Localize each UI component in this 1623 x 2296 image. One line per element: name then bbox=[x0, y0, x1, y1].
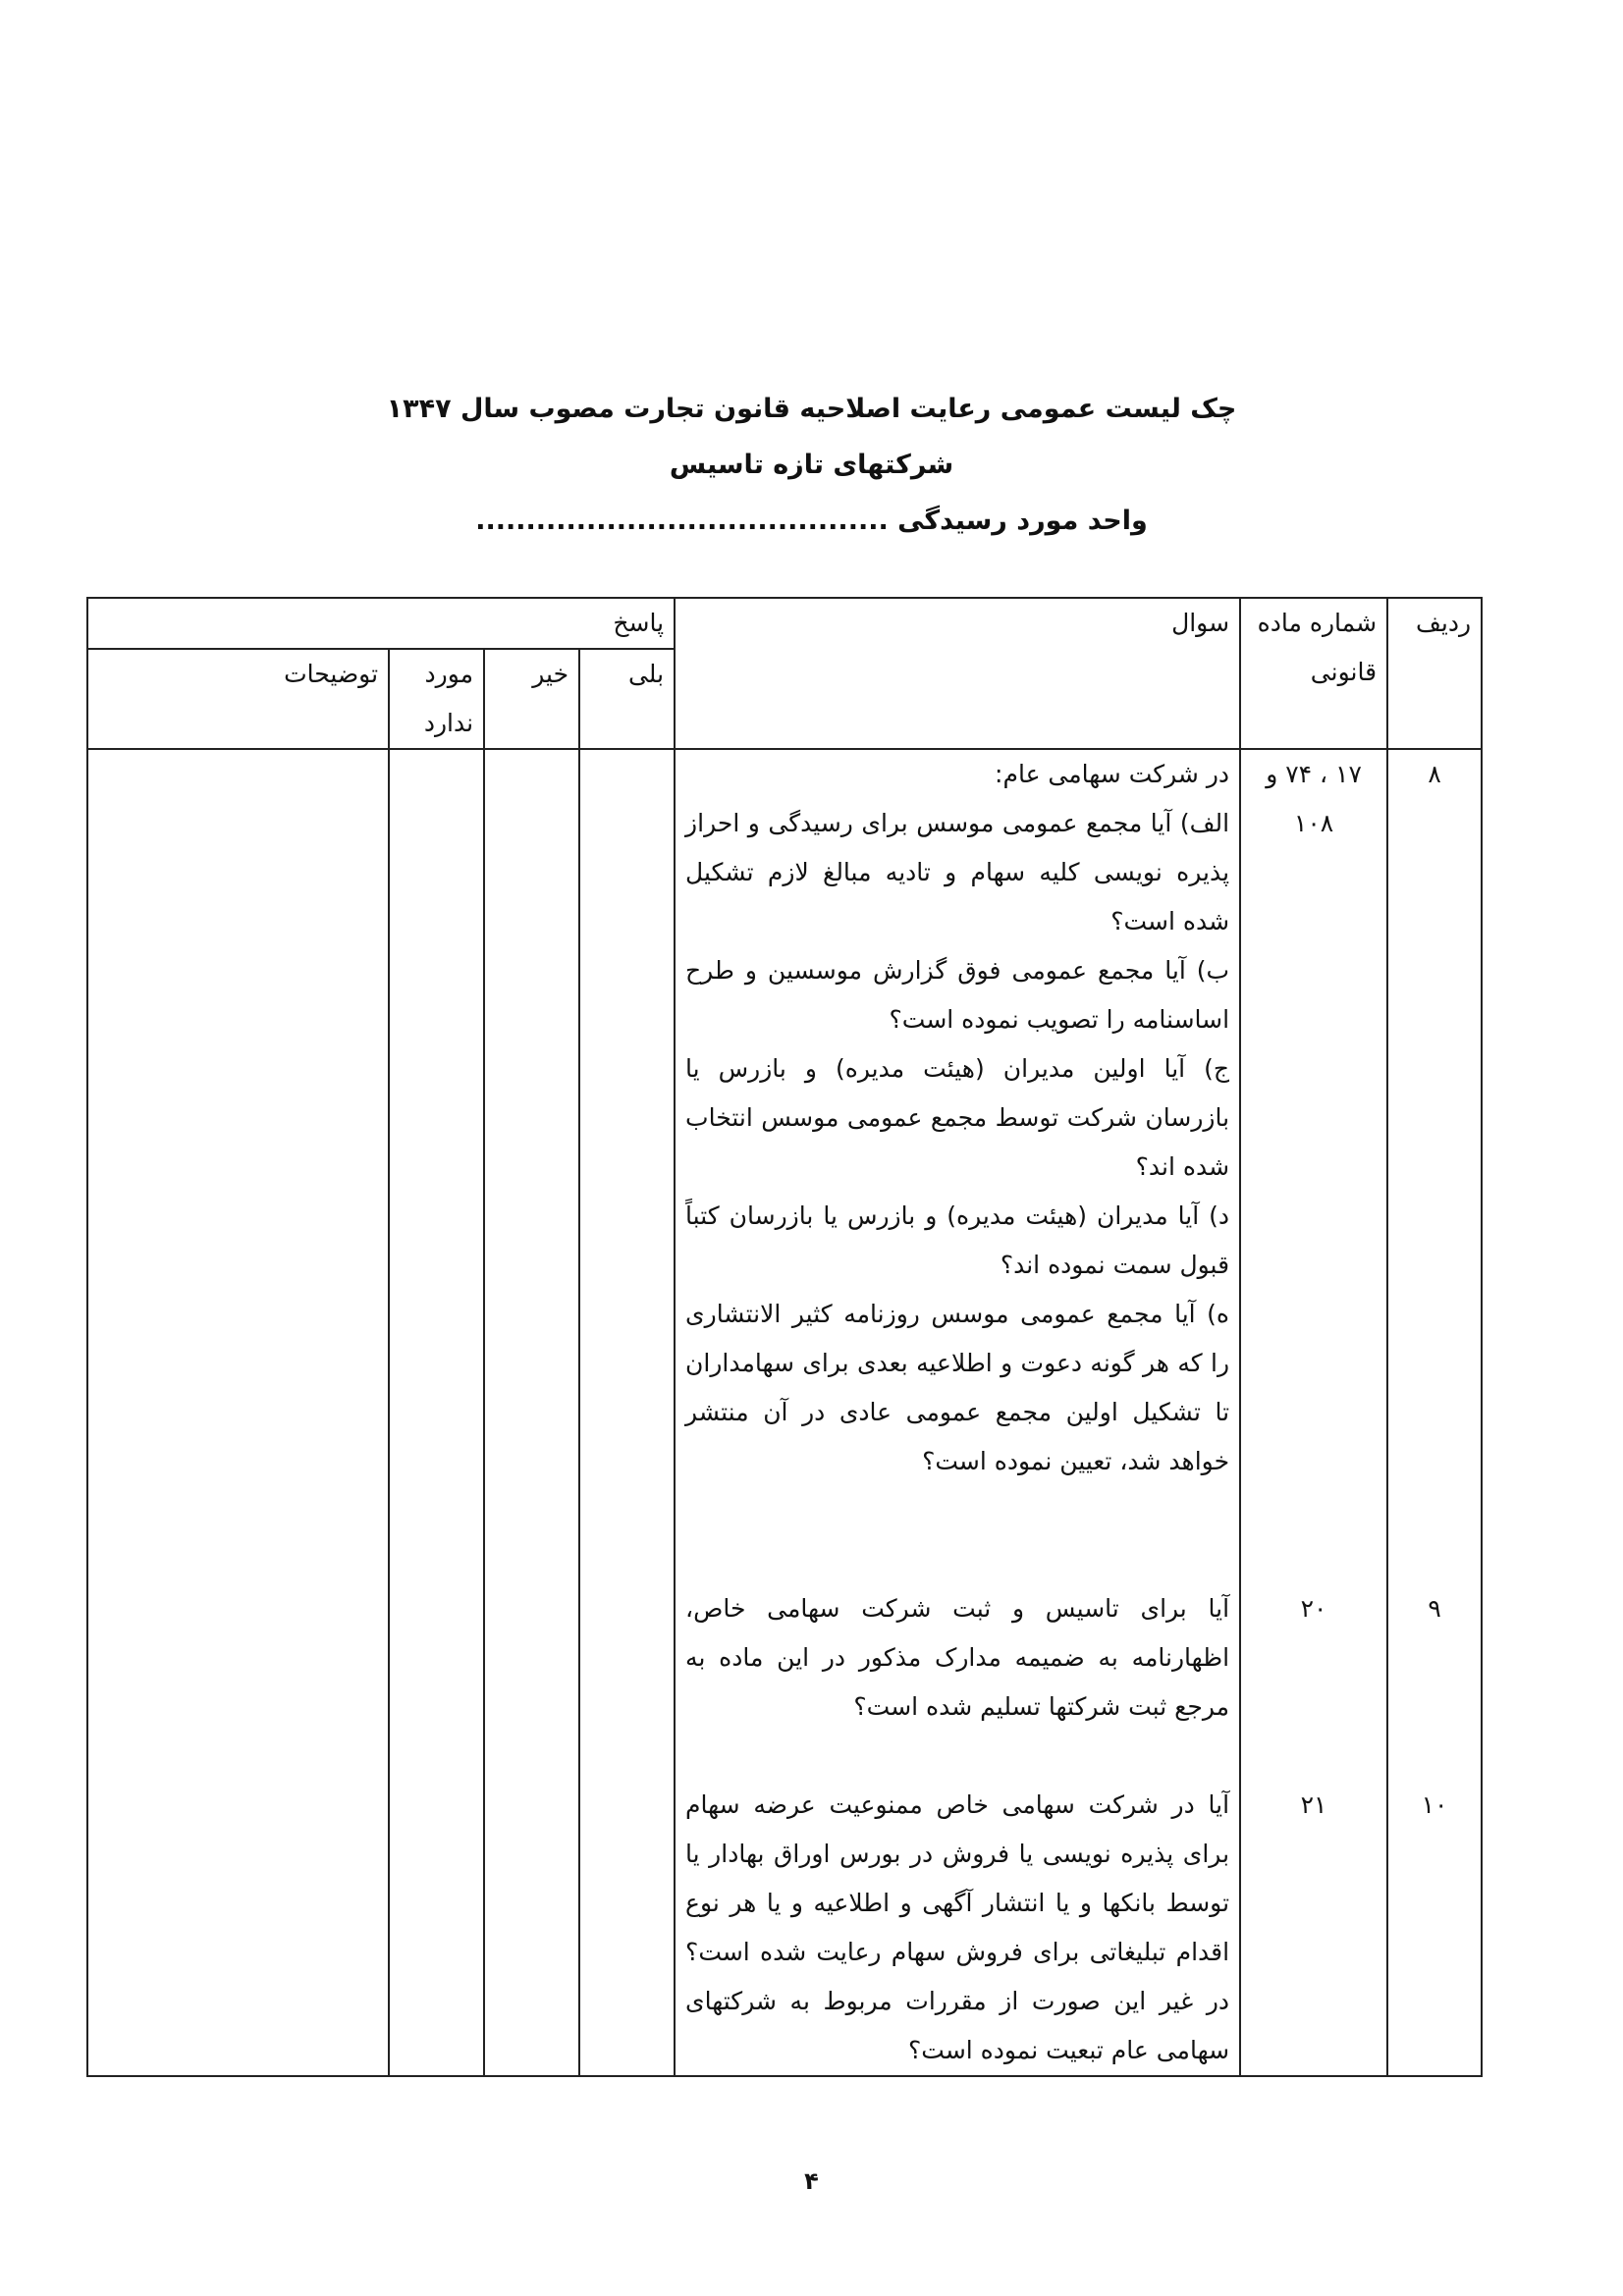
header-row-number: ردیف bbox=[1387, 598, 1482, 749]
header-not-applicable: مورد ندارد bbox=[389, 649, 484, 749]
article-number-8: ۱۷ ، ۷۴ و ۱۰۸ bbox=[1266, 760, 1362, 837]
header-notes: توضیحات bbox=[87, 649, 389, 749]
question-8-item-a: الف) آیا مجمع عمومی موسس برای رسیدگی و احراز پذیره نویسی کلیه سهام و تادیه مبالغ لازم تشکیل شده است؟ bbox=[685, 809, 1230, 935]
article-number-9: ۲۰ bbox=[1300, 1594, 1327, 1623]
checklist-table bbox=[86, 597, 1483, 2077]
page-number: ۴ bbox=[804, 2167, 819, 2195]
notes-cell[interactable] bbox=[87, 749, 389, 2076]
table-body-row bbox=[87, 749, 1482, 2076]
document-subtitle: شرکتهای تازه تاسیس bbox=[669, 450, 954, 480]
answer-no-cell[interactable] bbox=[484, 749, 579, 2076]
answer-not-applicable-cell[interactable] bbox=[389, 749, 484, 2076]
header-no: خیر bbox=[484, 649, 579, 749]
question-9: آیا برای تاسیس و ثبت شرکت سهامی خاص، اظهارنامه به ضمیمه مدارک مذکور در این ماده به مرجع ثبت شرکتها تسلیم شده است؟ bbox=[685, 1594, 1230, 1721]
question-8-item-b: ب) آیا مجمع عمومی فوق گزارش موسسین و طرح اساسنامه را تصویب نموده است؟ bbox=[685, 956, 1230, 1034]
question-8-item-c: ج) آیا اولین مدیران (هیئت مدیره) و بازرس یا بازرسان شرکت توسط مجمع عمومی موسس انتخاب شده اند؟ bbox=[685, 1054, 1230, 1181]
header-yes: بلی bbox=[579, 649, 675, 749]
question-10: آیا در شرکت سهامی خاص ممنوعیت عرضه سهام برای پذیره نویسی یا فروش در بورس اوراق بهادار یا توسط بانکها و یا انتشار آگهی و اطلاعیه و یا هر نوع اقدام تبلیغاتی برای فروش سهام رعایت شده است؟ در غیر این صورت از مقررات مربوط به شرکتهای سهامی عام تبعیت نموده است؟ bbox=[685, 1790, 1230, 2064]
header-answer: پاسخ bbox=[87, 598, 675, 649]
header-question: سوال bbox=[675, 598, 1240, 749]
document-header bbox=[0, 381, 1623, 549]
row-number-8: ۸ bbox=[1428, 760, 1441, 788]
question-8-item-e: ه) آیا مجمع عمومی موسس روزنامه کثیر الانتشاری را که هر گونه دعوت و اطلاعیه بعدی برای سهامداران تا تشکیل اولین مجمع عمومی عادی در آن منتشر خواهد شد، تعیین نموده است؟ bbox=[685, 1300, 1230, 1475]
article-number-cell bbox=[1240, 749, 1387, 2076]
table-header-row bbox=[87, 598, 1482, 649]
question-8 bbox=[685, 750, 1229, 1535]
header-article-number: شماره ماده قانونی bbox=[1240, 598, 1387, 749]
row-number-9: ۹ bbox=[1428, 1594, 1441, 1623]
document-title: چک لیست عمومی رعایت اصلاحیه قانون تجارت مصوب سال ۱۳۴۷ bbox=[386, 394, 1237, 424]
question-8-item-d: د) آیا مدیران (هیئت مدیره) و بازرس یا بازرسان کتباً قبول سمت نموده اند؟ bbox=[685, 1201, 1230, 1279]
answer-yes-cell[interactable] bbox=[579, 749, 675, 2076]
article-number-10: ۲۱ bbox=[1300, 1790, 1327, 1819]
audited-unit-line: واحد مورد رسیدگی ......................................... bbox=[475, 506, 1148, 536]
row-number-cell bbox=[1387, 749, 1482, 2076]
row-number-10: ۱۰ bbox=[1421, 1790, 1448, 1819]
question-cell bbox=[675, 749, 1240, 2076]
question-8-intro: در شرکت سهامی عام: bbox=[995, 760, 1230, 788]
